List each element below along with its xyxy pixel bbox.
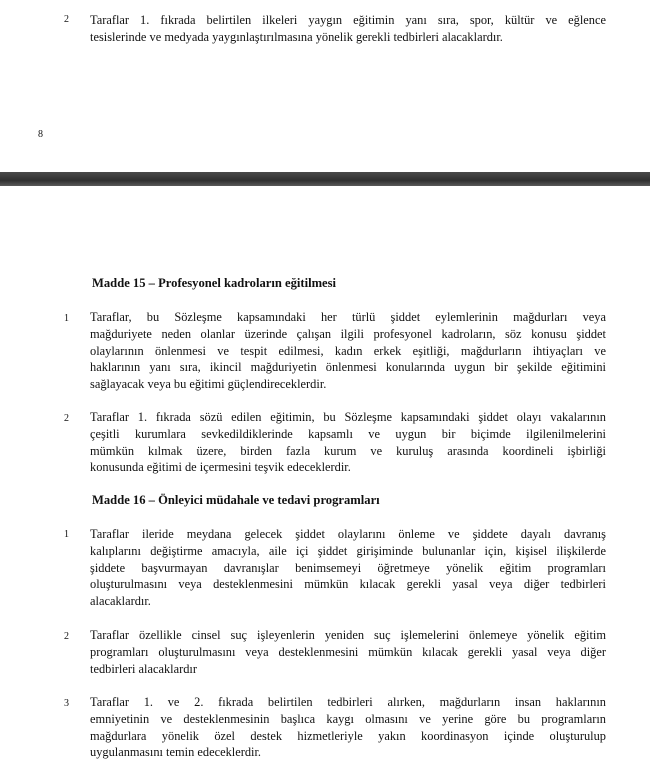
article-16-heading: Madde 16 – Önleyici müdahale ve tedavi programları xyxy=(92,493,380,507)
paragraph-number: 1 xyxy=(64,313,69,324)
paragraph-number: 1 xyxy=(64,529,69,540)
paragraph-line: uygulanmasını temin edeceklerdir. xyxy=(90,745,262,760)
current-page xyxy=(0,186,650,767)
paragraph-line: haklarının yanı sıra, ikincil mağduriyetin önlenmesi konularında uygun bir şekilde eğitimini xyxy=(90,360,606,375)
article-15-paragraph-1 xyxy=(90,309,606,393)
paragraph-number: 3 xyxy=(64,698,69,709)
paragraph-line: konusunda eğitimi de içermesini teşvik edeceklerdir. xyxy=(90,460,351,475)
article-16-paragraph-1 xyxy=(90,526,606,610)
paragraph-line: mağdurlara yönelik özel destek hizmetleriyle yakın koordinasyon içinde oluşturulup xyxy=(90,728,606,743)
paragraph-line: Taraflar 1. fıkrada belirtilen ilkeleri yaygın eğitimin yanı sıra, spor, kültür ve eğlence xyxy=(90,13,606,27)
paragraph-line: Taraflar 1. ve 2. fıkrada belirtilen tedbirleri alırken, mağdurların insan haklarının xyxy=(90,695,606,709)
paragraph-line: çeşitli kurumlara sevkedildiklerinde kapsamlı ve uygun bir biçimde ilgilenilmelerini xyxy=(90,426,606,441)
paragraph-line: kalıplarını değiştirme amacıyla, aile içi şiddet girişiminde bulunanlar için, kişisel ilişkilerde xyxy=(90,543,606,558)
previous-page xyxy=(0,0,650,172)
paragraph-line: tesislerinde ve medyada yaygınlaştırılmasına yönelik gerekli tedbirleri alacaklardır. xyxy=(90,29,503,44)
paragraph-line: tedbirleri alacaklardır xyxy=(90,661,197,676)
paragraph-line: Taraflar, bu Sözleşme kapsamındaki her türlü şiddet eylemlerinin mağdurları veya xyxy=(90,310,606,324)
paragraph-2 xyxy=(90,12,606,46)
paragraph-line: olaylarının önlenmesi ve tespit edilmesi, kadın erkek eşitliği, mağdurların ihtiyaçları ve xyxy=(90,343,606,358)
article-16-paragraph-3 xyxy=(90,694,606,761)
paragraph-line: şiddete başvurmayan davranışlar benimsemeyi öğretmeye yönelik eğitim programları xyxy=(90,560,606,575)
page-separator xyxy=(0,172,650,186)
article-15-heading: Madde 15 – Profesyonel kadroların eğitilmesi xyxy=(92,276,337,290)
paragraph-line: Taraflar ileride meydana gelecek şiddet olaylarını önleme ve şiddete dayalı davranış xyxy=(90,527,606,541)
article-15-paragraph-2 xyxy=(90,409,606,476)
paragraph-line: programları oluşturulmasını veya desteklenmesini mümkün kılacak gerekli yasal veya diğer xyxy=(90,644,606,659)
paragraph-line: mümkün kılmak üzere, birden fazla kurum ve kuruluş arasında koordineli işbirliği xyxy=(90,443,606,458)
paragraph-line: Taraflar 1. fıkrada sözü edilen eğitimin, bu Sözleşme kapsamındaki şiddet olayı vakalarının xyxy=(90,410,606,424)
paragraph-line: mağduriyete neden olanlar üzerinde çalışan ilgili profesyonel kadroların, söz konusu şiddet xyxy=(90,326,606,341)
article-16-paragraph-2 xyxy=(90,627,606,677)
paragraph-line: Taraflar özellikle cinsel suç işleyenlerin yeniden suç işlemelerini önlemeye yönelik eğitim xyxy=(90,628,606,642)
paragraph-number: 2 xyxy=(64,14,69,25)
paragraph-line: emniyetinin ve desteklenmesinin başlıca kaygı olmasını ve yerine göre bu programların xyxy=(90,711,606,726)
paragraph-number: 2 xyxy=(64,413,69,424)
paragraph-number: 2 xyxy=(64,631,69,642)
paragraph-line: oluşturulmasını veya desteklenmesini mümkün kılacak gerekli yasal veya diğer tedbirleri xyxy=(90,577,606,592)
paragraph-line: alacaklardır. xyxy=(90,594,151,609)
paragraph-line: sağlayacak veya bu eğitimi güçlendireceklerdir. xyxy=(90,377,327,392)
page-number: 8 xyxy=(38,129,43,140)
